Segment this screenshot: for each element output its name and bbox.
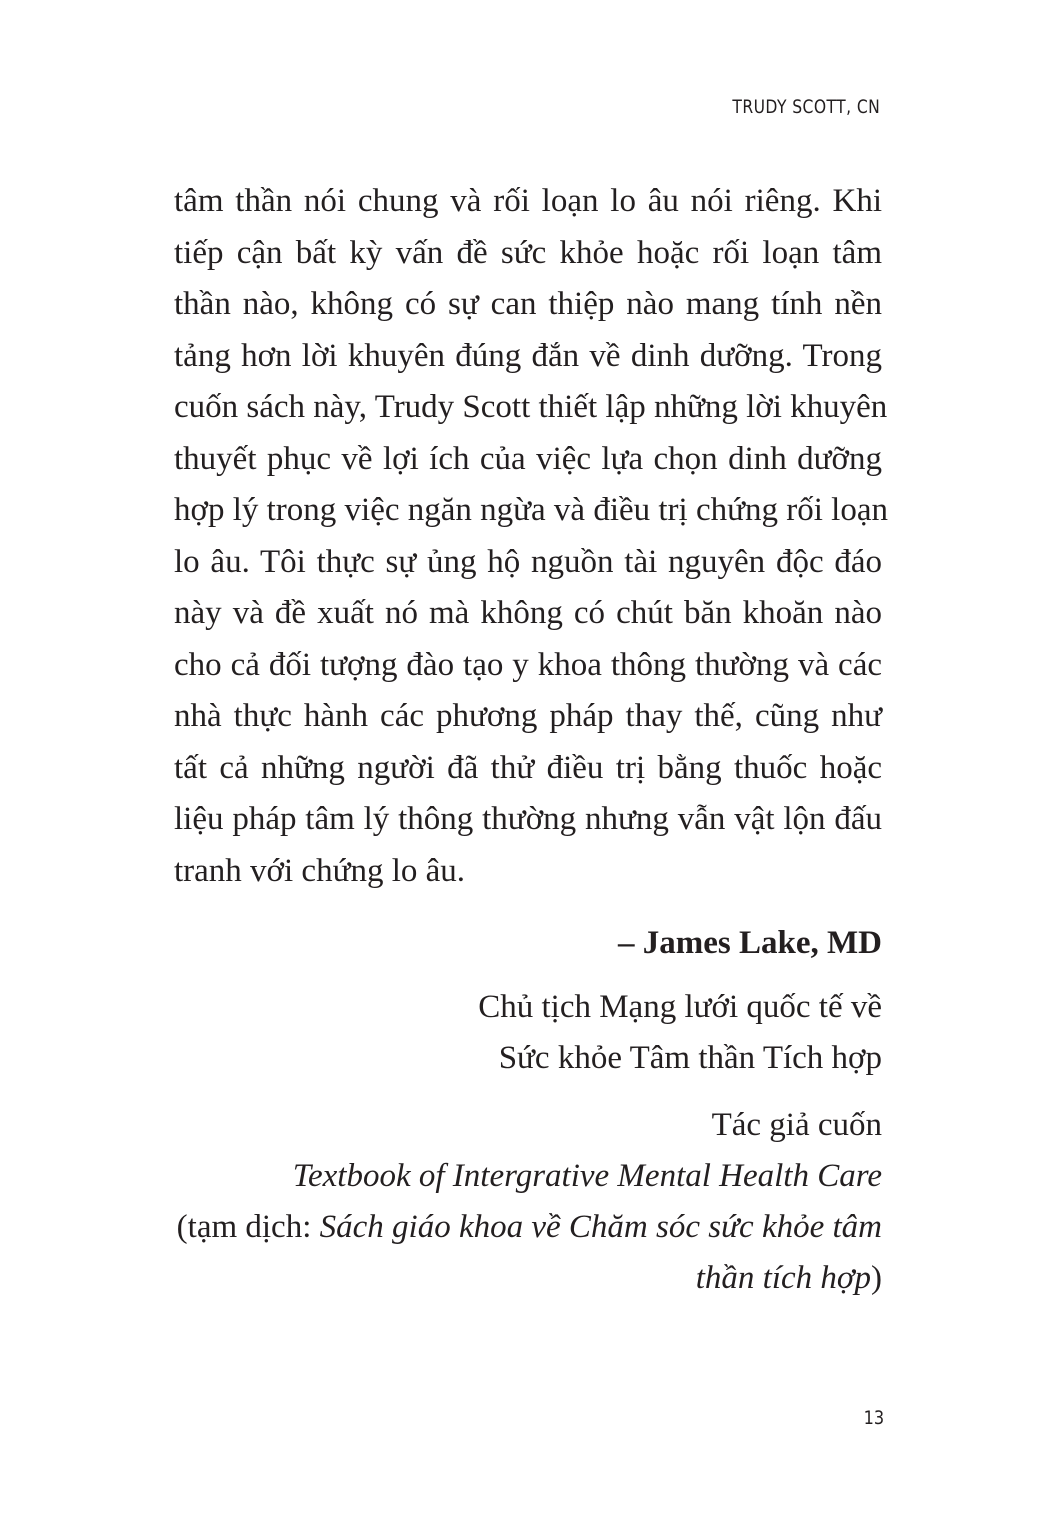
body-line: cho cả đối tượng đào tạo y khoa thông thường và các bbox=[174, 646, 882, 683]
body-line: tiếp cận bất kỳ vấn đề sức khỏe hoặc rối loạn tâm bbox=[174, 234, 882, 271]
body-line: lo âu. Tôi thực sự ủng hộ nguồn tài nguyên độc đáo bbox=[174, 543, 882, 580]
page-number: 13 bbox=[863, 1407, 884, 1429]
body-line: tranh với chứng lo âu. bbox=[174, 852, 466, 889]
body-line: này và đề xuất nó mà không có chút băn khoăn nào bbox=[174, 595, 882, 631]
translation-title: Sách giáo khoa về Chăm sóc sức khỏe tâm bbox=[319, 1209, 882, 1245]
body-line: cuốn sách này, Trudy Scott thiết lập những lời khuyên bbox=[174, 389, 888, 425]
translation-title: thần tích hợp bbox=[695, 1260, 871, 1296]
book-credit bbox=[174, 1100, 882, 1304]
body-line: liệu pháp tâm lý thông thường nhưng vẫn vật lộn đấu bbox=[174, 801, 882, 837]
body-line: hợp lý trong việc ngăn ngừa và điều trị chứng rối loạn bbox=[174, 492, 888, 528]
book-title: Textbook of Intergrative Mental Health Care bbox=[292, 1158, 882, 1194]
translation-line bbox=[174, 1202, 882, 1253]
author-role-line: Sức khỏe Tâm thần Tích hợp bbox=[498, 1040, 882, 1076]
translation-line bbox=[174, 1253, 882, 1304]
body-line: tảng hơn lời khuyên đúng đắn về dinh dưỡng. Trong bbox=[174, 337, 882, 374]
author-name: – James Lake, MD bbox=[618, 925, 882, 961]
book-intro: Tác giả cuốn bbox=[711, 1107, 882, 1143]
author-role bbox=[174, 982, 882, 1084]
body-line: tất cả những người đã thử điều trị bằng thuốc hoặc bbox=[174, 749, 882, 786]
body-line: tâm thần nói chung và rối loạn lo âu nói riêng. Khi bbox=[174, 183, 882, 219]
translation-open: (tạm dịch: bbox=[176, 1209, 320, 1245]
author-role-line: Chủ tịch Mạng lưới quốc tế về bbox=[478, 989, 882, 1025]
body-line: thuyết phục về lợi ích của việc lựa chọn dinh dưỡng bbox=[174, 440, 882, 477]
translation-close: ) bbox=[871, 1260, 882, 1296]
attribution-block bbox=[174, 918, 882, 1304]
running-header: TRUDY SCOTT, CN bbox=[732, 96, 880, 118]
body-line: thần nào, không có sự can thiệp nào mang tính nền bbox=[174, 286, 882, 322]
body-paragraph bbox=[174, 176, 888, 897]
body-line: nhà thực hành các phương pháp thay thế, cũng như bbox=[174, 698, 882, 734]
